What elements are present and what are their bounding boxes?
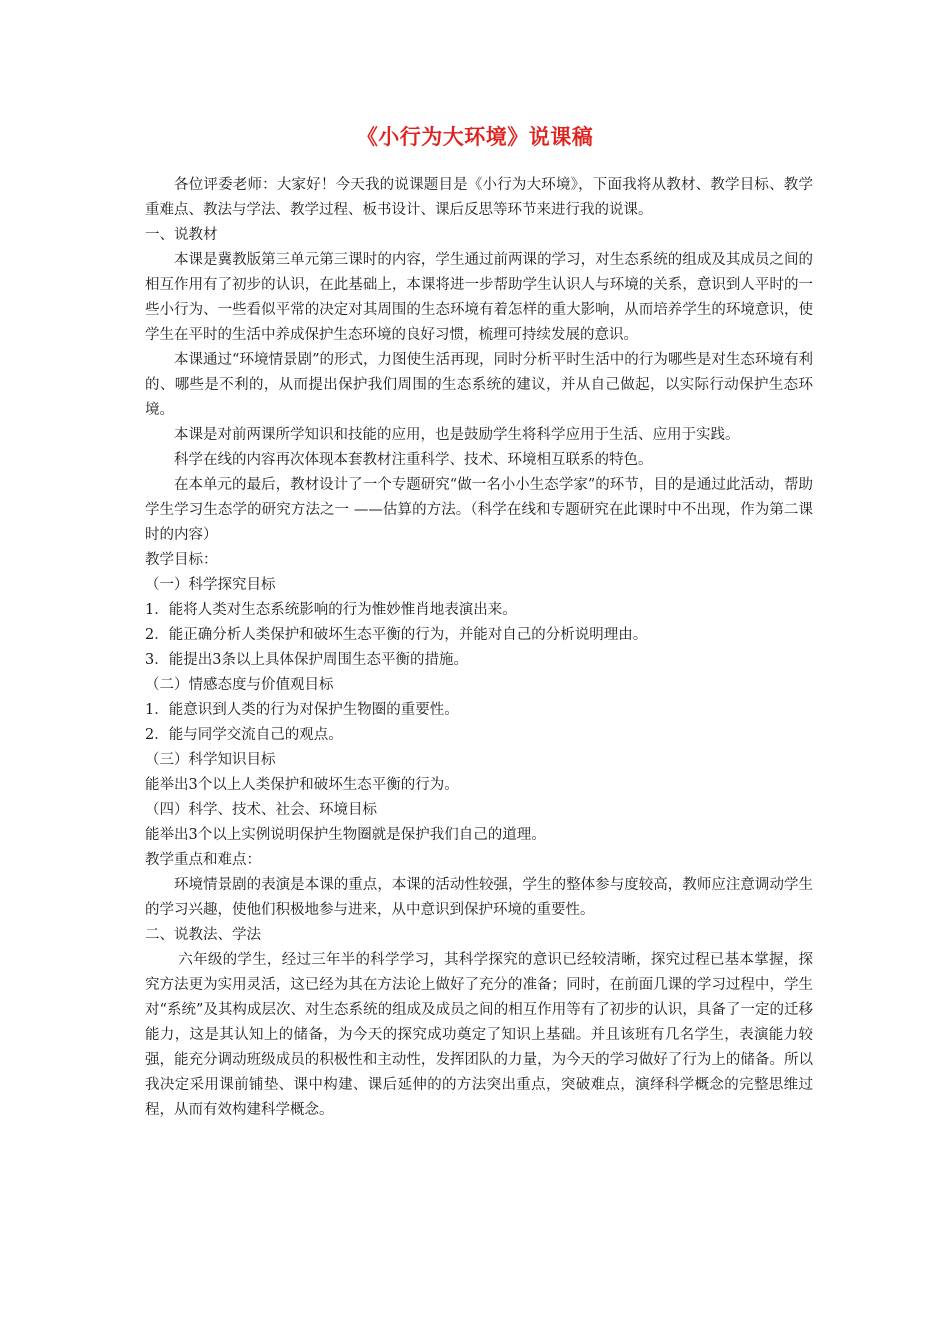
subheading-stse: （四）科学、技术、社会、环境目标 (145, 802, 377, 818)
list-item: 1．能将人类对生态系统影响的行为惟妙惟肖地表演出来。 (145, 602, 517, 618)
section-heading-objectives: 教学目标： (145, 552, 218, 568)
list-item: 2．能与同学交流自己的观点。 (145, 727, 343, 743)
subheading-attitude: （二）情感态度与价值观目标 (145, 677, 334, 693)
document-title: 《小行为大环境》说课稿 (356, 125, 594, 149)
section-heading-key-points: 教学重点和难点： (145, 852, 261, 868)
list-item: 能举出3个以上人类保护和破坏生态平衡的行为。 (145, 777, 459, 793)
paragraph-application: 本课是对前两课所学知识和技能的应用，也是鼓励学生将科学应用于生活、应用于实践。 (174, 427, 740, 443)
paragraph-drama-form: 本课通过“环境情景剧”的形式，力图使生活再现，同时分析平时生活中的行为哪些是对生态环境有利的、哪些是不利的，从而提出保护我们周围的生态系统的建议，并从自己做起，以实际行动保护生态环境。 (145, 352, 813, 418)
list-item: 2．能正确分析人类保护和破坏生态平衡的行为，并能对自己的分析说明理由。 (145, 627, 648, 643)
paragraph-key-points: 环境情景剧的表演是本课的重点，本课的活动性较强，学生的整体参与度较高，教师应注意调动学生的学习兴趣，使他们积极地参与进来，从中意识到保护环境的重要性。 (145, 877, 813, 918)
paragraph-special-study: 在本单元的最后，教材设计了一个专题研究“做一名小小生态学家”的环节，目的是通过此活动，帮助学生学习生态学的研究方法之一 ——估算的方法。（科学在线和专题研究在此课时中不出现，作为第二课时的内容） (145, 477, 813, 543)
paragraph-textbook-intro: 本课是冀教版第三单元第三课时的内容，学生通过前两课的学习，对生态系统的组成及其成员之间的相互作用有了初步的认识，在此基础上，本课将进一步帮助学生认识人与环境的关系，意识到人平时的一些小行为、一些看似平常的决定对其周围的生态环境有着怎样的重大影响，从而培养学生的环境意识，使学生在平时的生活中养成保护生态环境的良好习惯，梳理可持续发展的意识。 (145, 252, 813, 343)
subheading-knowledge: （三）科学知识目标 (145, 752, 276, 768)
list-item: 3．能提出3条以上具体保护周围生态平衡的措施。 (145, 652, 468, 668)
subheading-inquiry: （一）科学探究目标 (145, 577, 276, 593)
section-heading-methods: 二、说教法、学法 (145, 927, 261, 943)
list-item: 1．能意识到人类的行为对保护生物圈的重要性。 (145, 702, 459, 718)
paragraph-greeting: 各位评委老师：大家好！今天我的说课题目是《小行为大环境》，下面我将从教材、教学目标、教学重难点、教法与学法、教学过程、板书设计、课后反思等环节来进行我的说课。 (145, 177, 813, 218)
paragraph-science-online: 科学在线的内容再次体现本套教材注重科学、技术、环境相互联系的特色。 (174, 452, 653, 468)
paragraph-methods: 六年级的学生，经过三年半的科学学习，其科学探究的意识已经较清晰，探究过程已基本掌握，探究方法更为实用灵活，这已经为其在方法论上做好了充分的准备；同时，在前面几课的学习过程中，学生对“系统”及其构成层次、对生态系统的组成及成员之间的相互作用等有了初步的认识，具备了一定的迁移能力，这是其认知上的储备，为今天的探究成功奠定了知识上基础。并且该班有几名学生，表演能力较强，能充分调动班级成员的积极性和主动性，发挥团队的力量，为今天的学习做好了行为上的储备。所以我决定采用课前铺垫、课中构建、课后延伸的的方法突出重点，突破难点，演绎科学概念的完整思维过程，从而有效构建科学概念。 (145, 952, 813, 1118)
section-heading-textbook: 一、说教材 (145, 227, 218, 243)
list-item: 能举出3个以上实例说明保护生物圈就是保护我们自己的道理。 (145, 827, 546, 843)
document-body (145, 173, 813, 1123)
